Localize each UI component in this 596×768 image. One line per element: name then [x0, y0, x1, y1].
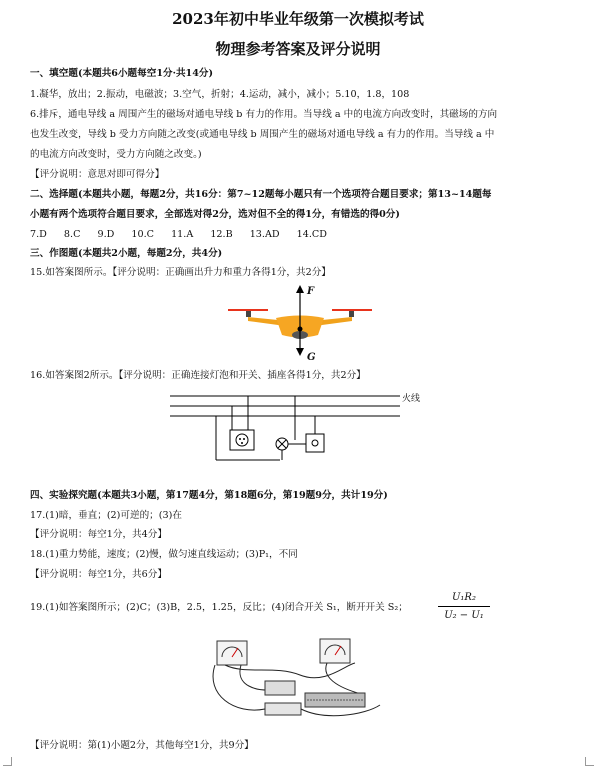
corner-mark: [585, 757, 594, 766]
experiment-circuit-photo: [205, 635, 390, 727]
mc-answer: 7.D: [30, 229, 47, 240]
fraction-numerator: U₁R₂: [452, 592, 476, 603]
answer-6-line3: 的电流方向改变时，受力方向随之改变。): [30, 149, 202, 160]
mc-answer: 8.C: [63, 229, 81, 240]
fraction-denominator: U₂ − U₁: [444, 610, 484, 621]
mc-answer: 9.D: [97, 229, 115, 240]
q17-answer: 17.(1)暗，垂直；(2)可逆的；(3)在: [30, 510, 182, 521]
live-wire-label: 火线: [402, 394, 421, 404]
section4-heading: 四、实验探究题(本题共3小题，第17题4分，第18题6分，第19题9分，共计19分): [30, 490, 388, 501]
section2-heading-line1: 二、选择题(本题共小题，每题2分，共16分：第7~12题每小题只有一个选项符合题目要求；第13~14题每: [30, 189, 492, 200]
mc-answer: 14.CD: [296, 229, 327, 240]
q17-note: 【评分说明：每空1分，共4分】: [30, 529, 167, 540]
force-label-f: F: [307, 286, 315, 297]
section2-heading-line2: 小题有两个选项符合题目要求，全部选对得2分，选对但不全的得1分，有错选的得0分): [30, 209, 400, 220]
q15-answer: 15.如答案图所示。【评分说明：正确画出升力和重力各得1分，共2分】: [30, 267, 331, 278]
q16-answer: 16.如答案图2所示。【评分说明：正确连接灯泡和开关、插座各得1分，共2分】: [30, 370, 366, 381]
mc-answer: 11.A: [171, 229, 194, 240]
q18-note: 【评分说明：每空1分，共6分】: [30, 569, 167, 580]
mc-answer: 12.B: [210, 229, 233, 240]
corner-mark: [3, 757, 12, 766]
answer-1-5: 1.凝华，放出；2.振动，电磁波；3.空气，折射；4.运动，减小，减小；5.10，1.8，108: [30, 89, 410, 100]
q18-answer: 18.(1)重力势能，速度；(2)慢，做匀速直线运动；(3)P₁，不同: [30, 549, 298, 560]
section1-heading: 一、填空题(本题共6小题每空1分·共14分): [30, 68, 214, 79]
section3-heading: 三、作图题(本题共2小题，每题2分，共4分): [30, 248, 223, 259]
q19-note: 【评分说明：第(1)小题2分，其他每空1分，共9分】: [30, 740, 254, 751]
answer-6-line1: 6.排斥，通电导线 a 周围产生的磁场对通电导线 b 有力的作用。当导线 a 中的电流方向改变时，其磁场的方向: [30, 109, 498, 120]
mc-answer: 10.C: [131, 229, 155, 240]
fraction-bar: [438, 606, 490, 607]
household-circuit-diagram: [170, 390, 440, 470]
page-subtitle: 物理参考答案及评分说明: [215, 40, 381, 58]
section1-note: 【评分说明：意思对即可得分】: [30, 169, 165, 180]
answer-6-line2: 也发生改变，导线 b 受力方向随之改变(或通电导线 b 周围产生的磁场对通电导线 a 有力的作用。当导线 a 中: [30, 129, 495, 140]
mc-answer: 13.AD: [249, 229, 280, 240]
mc-answers: [30, 229, 327, 241]
page-title: 2023年初中毕业年级第一次模拟考试: [172, 10, 424, 28]
q19-answer: 19.(1)如答案图所示；(2)C；(3)B，2.5，1.25，反比；(4)闭合开关 S₁，断开开关 S₂；: [30, 602, 408, 613]
force-label-g: G: [307, 352, 316, 363]
drone-force-diagram: [220, 283, 380, 363]
